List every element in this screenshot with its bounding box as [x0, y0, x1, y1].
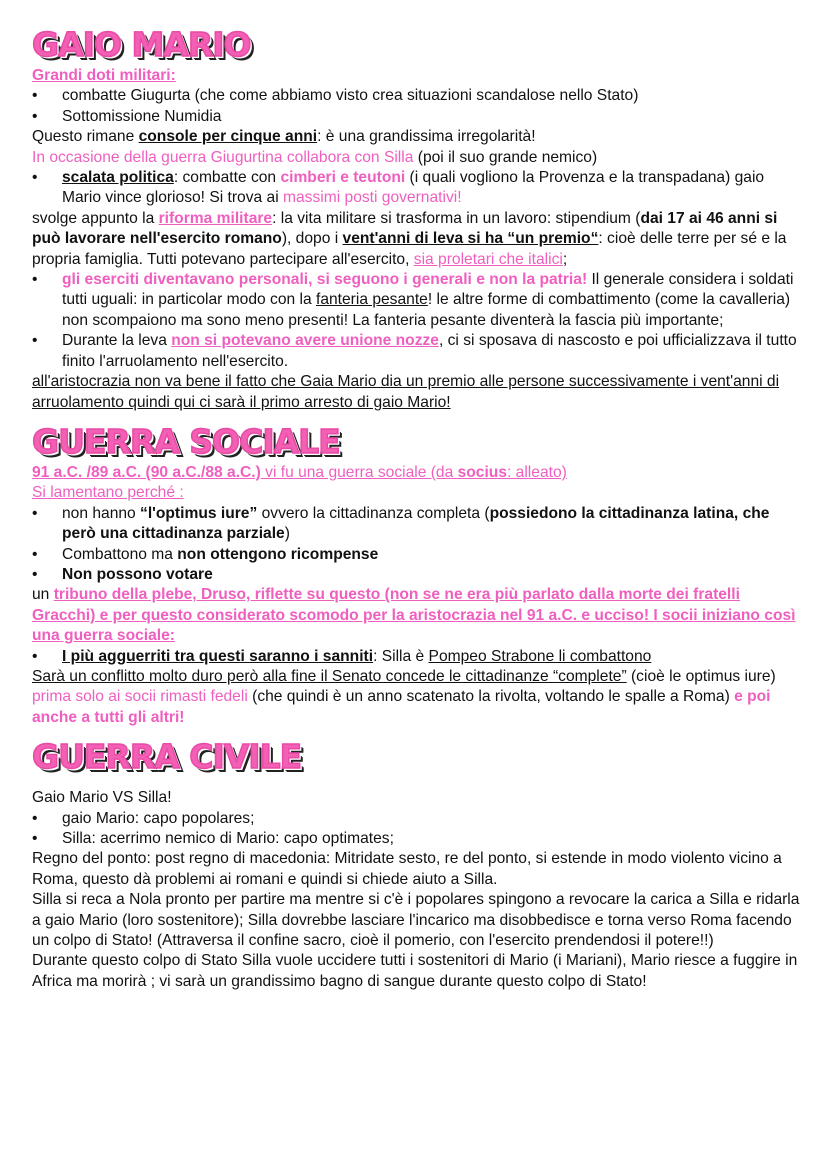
- bullet-icon: •: [32, 271, 38, 289]
- underlined-text: Sarà un conflitto molto duro però alla fine il Senato concede le cittadinanze “complete”: [32, 667, 627, 685]
- underlined-text: Pompeo Strabone li combattono: [428, 647, 652, 665]
- heading-doti-militari: Grandi doti militari:: [32, 67, 176, 84]
- list-item: [32, 270, 804, 331]
- document-page: [32, 24, 804, 992]
- bold-text: dai 17 ai 46 anni si può lavorare nell'esercito romano: [32, 209, 778, 248]
- list-item: [32, 565, 804, 585]
- highlight-text: I più agguerriti tra questi saranno i sanniti: [62, 647, 374, 665]
- text: svolge appunto la: [32, 209, 159, 227]
- bullet-icon: •: [32, 809, 38, 827]
- text: : la vita militare si trasforma in un lavoro: stipendium (: [272, 209, 641, 227]
- pink-text: tribuno della plebe, Druso, riflette su questo (non se ne era più parlato dalla morte dei fratelli Gracchi) e per questo considerato scomodo per la aristocrazia nel 91 a.C. e ucciso! I socii iniziano così una guerra sociale:: [32, 586, 796, 645]
- paragraph: Regno del ponto: post regno di macedonia: Mitridate sesto, re del ponto, si estende in modo violento vicino a Roma, questo dà problemi ai romani e quindi si chiede aiuto a Silla.: [32, 850, 782, 888]
- bullet-icon: •: [32, 332, 38, 350]
- list-item: [32, 107, 804, 127]
- bullet-text: [62, 504, 804, 545]
- text: Combattono ma: [62, 545, 178, 563]
- section-title-guerra-sociale: GUERRA SOCIALE: [32, 421, 340, 461]
- bullet-text: Sottomissione Numidia: [62, 107, 222, 125]
- bullet-icon: •: [32, 647, 38, 665]
- text: ), dopo i: [281, 230, 343, 248]
- bold-text: possiedono la cittadinanza latina, che però una cittadinanza parziale: [62, 504, 770, 543]
- text: ): [284, 525, 290, 543]
- list-item: [32, 331, 804, 372]
- bullet-text: Non possono votare: [62, 565, 213, 583]
- paragraph: all'aristocrazia non va bene il fatto che Gaia Mario dia un premio alle persone successivamente i vent'anni di arruolamento quindi qui ci sarà il primo arresto di gaio Mario!: [32, 373, 780, 411]
- list-item: [32, 168, 804, 209]
- text: , ci si sposava di nascosto e poi ufficializzava il tutto finito l'arruolamento nell'esercito.: [62, 332, 797, 370]
- pink-text: : alleato): [507, 463, 567, 481]
- bullet-text: gaio Mario: capo popolares;: [62, 809, 255, 827]
- highlight-text: scalata politica: [62, 169, 174, 187]
- text: un: [32, 586, 54, 604]
- section-guerra-sociale: [32, 463, 804, 728]
- text: : cioè delle terre per sé e la propria famiglia. Tutti potevano partecipare all'esercito,: [32, 230, 787, 268]
- list-item: [32, 829, 804, 849]
- text: : combatte con: [173, 169, 281, 187]
- text: : Silla è: [373, 647, 429, 665]
- paragraph: Durante questo colpo di Stato Silla vuole uccidere tutti i sostenitori di Mario (i Mariani), Mario riesce a fuggire in Africa ma morirà ; vi sarà un grandissimo bagno di sangue durante questo colpo di Stato!: [32, 952, 798, 990]
- list-item: [32, 545, 804, 565]
- pink-text: vi fu una guerra sociale (da: [260, 463, 458, 481]
- pink-text: socius: [457, 463, 507, 481]
- pink-text: cimberi e teutoni: [280, 169, 406, 187]
- text: (poi il suo grande nemico): [413, 148, 598, 166]
- text: (cioè le optimus iure): [626, 667, 776, 685]
- pink-text: sia proletari che italici: [413, 250, 563, 268]
- pink-text: 91 a.C. /89 a.C. (90 a.C./88 a.C.): [32, 463, 261, 481]
- bullet-icon: •: [32, 565, 38, 583]
- highlight-text: console per cinque anni: [138, 128, 318, 146]
- list-item: [32, 86, 804, 106]
- bullet-icon: •: [32, 504, 38, 522]
- text: ! le altre forme di combattimento (come la cavalleria) non scompaiono ma sono meno presenti! La fanteria pesante diventerà la fascia più importante;: [62, 291, 791, 329]
- pink-text: massimi posti governativi!: [283, 189, 462, 207]
- list-item: [32, 647, 804, 667]
- bullet-icon: •: [32, 169, 38, 187]
- bullet-text: [62, 331, 804, 372]
- highlight-text: vent'anni di leva si ha “un premio“: [342, 230, 599, 248]
- paragraph: [32, 127, 804, 147]
- paragraph: [32, 667, 804, 728]
- paragraph: Si lamentano perché :: [32, 484, 184, 502]
- bullet-icon: •: [32, 107, 38, 125]
- paragraph: Silla si reca a Nola pronto per partire ma mentre si c'è i popolares spingono a revocare la carica a Silla e ridarla a gaio Mario (loro sostenitore); Silla dovrebbe lasciare l'incarico ma disobbedisce e torna verso Roma facendo un colpo di Stato! (Attraversa il confine sacro, cioè il pomerio, con l'esercito prendendosi il potere!!): [32, 891, 800, 950]
- pink-text: gli eserciti diventavano personali, si seguono i generali e non la patria!: [62, 271, 588, 289]
- section-title-guerra-civile: GUERRA CIVILE: [32, 737, 302, 777]
- pink-text: In occasione della guerra Giugurtina collabora con Silla: [32, 148, 414, 166]
- text: Questo rimane: [32, 128, 139, 146]
- underlined-text: fanteria pesante: [315, 291, 428, 309]
- bullet-icon: •: [32, 545, 38, 563]
- pink-text: prima solo ai socii rimasti fedeli: [32, 688, 248, 706]
- text: Il generale considera i soldati tutti uguali: in particolar modo con la: [62, 271, 794, 309]
- list-item: [32, 504, 804, 545]
- section-title-gaio-mario: GAIO MARIO: [32, 25, 251, 64]
- paragraph: [32, 209, 804, 270]
- pink-text: riforma militare: [158, 209, 273, 227]
- paragraph: [32, 463, 804, 483]
- bold-text: non ottengono ricompense: [177, 545, 379, 563]
- bullet-text: [62, 270, 804, 331]
- bullet-text: [62, 647, 804, 667]
- bullet-text: [62, 545, 804, 565]
- bullet-icon: •: [32, 87, 38, 105]
- paragraph: [32, 585, 804, 646]
- paragraph: Gaio Mario VS Silla!: [32, 789, 172, 807]
- text: (che quindi è un anno scatenato la rivolta, voltando le spalle a Roma): [247, 688, 735, 706]
- bullet-text: [62, 168, 804, 209]
- paragraph: [32, 148, 804, 168]
- text: (i quali vogliono la Provenza e la transpadana) gaio Mario vince glorioso! Si trova ai: [62, 169, 765, 207]
- bullet-text: combatte Giugurta (che come abbiamo visto crea situazioni scandalose nello Stato): [62, 87, 639, 105]
- pink-text: e poi anche a tutti gli altri!: [32, 688, 771, 726]
- text: : è una grandissima irregolarità!: [317, 128, 536, 146]
- list-item: [32, 809, 804, 829]
- text: ovvero la cittadinanza completa (: [257, 504, 490, 522]
- pink-text: non si potevano avere unione nozze: [171, 332, 439, 350]
- section-gaio-mario: [32, 66, 804, 413]
- section-guerra-civile: [32, 788, 804, 992]
- text: non hanno: [62, 504, 141, 522]
- bold-text: “l'optimus iure”: [140, 504, 258, 522]
- text: Durante la leva: [62, 332, 172, 350]
- bullet-icon: •: [32, 830, 38, 847]
- text: ;: [562, 250, 568, 268]
- bullet-text: Silla: acerrimo nemico di Mario: capo optimates;: [62, 830, 394, 847]
